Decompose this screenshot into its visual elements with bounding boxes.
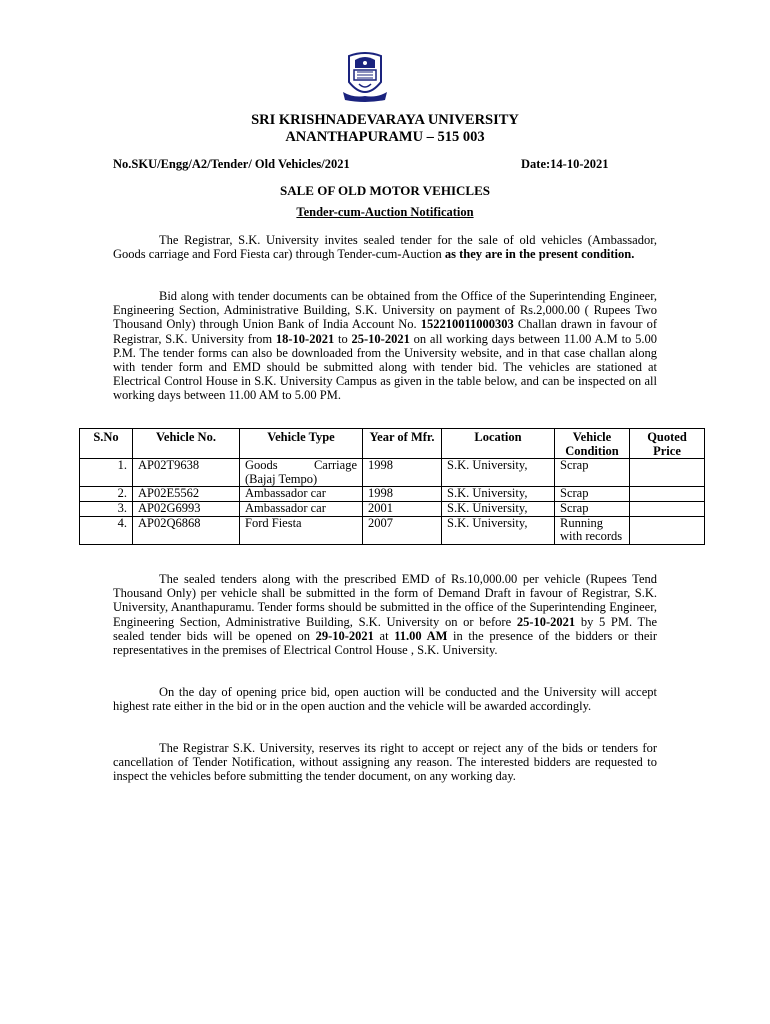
- opening-time: 11.00 AM: [394, 628, 448, 643]
- para2-t2: Challan drawn in favour of Registrar, S.K. University from: [113, 317, 657, 346]
- cell-sno: 2.: [80, 487, 133, 502]
- table-row: [80, 459, 705, 487]
- cell-location: S.K. University,: [442, 501, 555, 516]
- notice-subtitle: [0, 205, 770, 220]
- col-condition: Vehicle Condition: [555, 429, 630, 459]
- col-sno: S.No: [80, 429, 133, 459]
- cell-vehicle-type: Goods Carriage (Bajaj Tempo): [240, 459, 363, 487]
- col-quoted-price: Quoted Price: [630, 429, 705, 459]
- col-vehicle-type: Vehicle Type: [240, 429, 363, 459]
- para3-t3: at: [373, 628, 395, 643]
- cell-vehicle-type: Ambassador car: [240, 487, 363, 502]
- cell-quoted-price: [630, 516, 705, 544]
- cell-condition: Scrap: [555, 501, 630, 516]
- cell-year: 1998: [363, 487, 442, 502]
- vehicle-table: [79, 428, 705, 545]
- cell-year: 1998: [363, 459, 442, 487]
- cell-vehicle-type: Ambassador car: [240, 501, 363, 516]
- table-row: [80, 487, 705, 502]
- paragraph-5: [113, 741, 657, 784]
- paragraph-1: [113, 233, 657, 261]
- paragraph-2: [113, 289, 657, 403]
- table-header-row: [80, 429, 705, 459]
- notice-title: SALE OF OLD MOTOR VEHICLES: [280, 183, 490, 198]
- reference-number: No.SKU/Engg/A2/Tender/ Old Vehicles/2021: [113, 157, 350, 171]
- notice-date: Date:14-10-2021: [521, 157, 609, 171]
- cell-location: S.K. University,: [442, 516, 555, 544]
- cell-sno: 4.: [80, 516, 133, 544]
- col-location: Location: [442, 429, 555, 459]
- table-row: [80, 516, 705, 544]
- para5-text: The Registrar S.K. University, reserves its right to accept or reject any of the bids or tenders for cancellation of Tender Notification, without assigning any reason. The interested bidders are requested to inspect the vehicles before submitting the tender document, on any working day.: [113, 741, 657, 784]
- university-emblem-icon: [341, 52, 389, 104]
- cell-condition: Running with records: [555, 516, 630, 544]
- submission-deadline: 25-10-2021: [516, 614, 576, 629]
- university-city: ANANTHAPURAMU – 515 003: [285, 129, 485, 145]
- cell-year: 2007: [363, 516, 442, 544]
- cell-sno: 3.: [80, 501, 133, 516]
- para2-t3: to: [334, 331, 352, 346]
- cell-condition: Scrap: [555, 487, 630, 502]
- cell-vehicle-no: AP02T9638: [133, 459, 240, 487]
- para1-bold: as they are in the present condition.: [444, 247, 635, 262]
- notice-subtitle-text: Tender-cum-Auction Notification: [296, 205, 474, 219]
- cell-vehicle-no: AP02E5562: [133, 487, 240, 502]
- cell-vehicle-no: AP02G6993: [133, 501, 240, 516]
- col-year: Year of Mfr.: [363, 429, 442, 459]
- para3-t2: by 5 PM. The sealed tender bids will be opened on: [113, 614, 657, 643]
- cell-vehicle-no: AP02Q6868: [133, 516, 240, 544]
- para4-text: On the day of opening price bid, open auction will be conducted and the University will accept highest rate either in the bid or in the open auction and the vehicle will be awarded accordingly.: [113, 685, 657, 714]
- university-name: SRI KRISHNADEVARAYA UNIVERSITY: [251, 112, 519, 128]
- paragraph-4: [113, 685, 657, 713]
- account-number: 152210011000303: [420, 317, 514, 332]
- para2-t1: Bid along with tender documents can be obtained from the Office of the Superintending Engineer, Engineering Section, Administrative Building, S.K. University on payment of Rs.2,000.00 ( Rupees Two Thousand Only) through Union Bank of India Account No.: [113, 289, 657, 332]
- paragraph-3: [113, 572, 657, 657]
- opening-date: 29-10-2021: [315, 628, 374, 643]
- cell-sno: 1.: [80, 459, 133, 487]
- para3-t1: The sealed tenders along with the prescribed EMD of Rs.10,000.00 per vehicle (Rupees Tend Thousand Only) per vehicle shall be submitted in the form of Demand Draft in favour of Registrar, S.K. University, Ananthapuramu. Tender forms should be submitted in the office of the Superintending Engineer, Engineering Section, Administrative Building, S.K. University on or before: [113, 572, 657, 629]
- end-date: 25-10-2021: [351, 331, 410, 346]
- cell-condition: Scrap: [555, 459, 630, 487]
- col-vehicle-no: Vehicle No.: [133, 429, 240, 459]
- cell-year: 2001: [363, 501, 442, 516]
- cell-quoted-price: [630, 459, 705, 487]
- cell-vehicle-type: Ford Fiesta: [240, 516, 363, 544]
- start-date: 18-10-2021: [275, 331, 335, 346]
- cell-location: S.K. University,: [442, 487, 555, 502]
- cell-location: S.K. University,: [442, 459, 555, 487]
- table-row: [80, 501, 705, 516]
- cell-quoted-price: [630, 501, 705, 516]
- para3-t4: in the presence of the bidders or their representatives in the premises of Electrical Control House , S.K. University.: [113, 628, 657, 658]
- cell-quoted-price: [630, 487, 705, 502]
- para1-text: The Registrar, S.K. University invites sealed tender for the sale of old vehicles (Ambassador, Goods carriage and Ford Fiesta car) through Tender-cum-Auction: [113, 233, 657, 262]
- para2-t4: on all working days between 11.00 A.M to 5.00 P.M. The tender forms can also be downloaded from the University website, and in that case challan along with tender form and EMD should be submitted along with tender bid. The vehicles are stationed at Electrical Control House in S.K. University Campus as given in the table below, and can be inspected on all working days between 11.00 AM to 5.00 PM.: [113, 331, 657, 403]
